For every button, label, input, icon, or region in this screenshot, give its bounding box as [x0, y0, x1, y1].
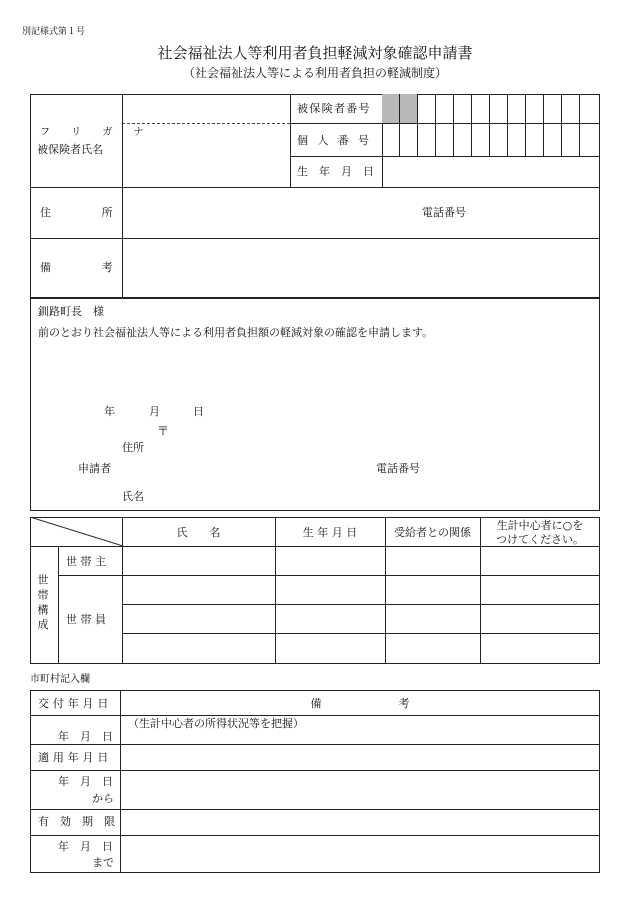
request-name-label: 氏名 — [122, 490, 144, 503]
personal-number-label: 個人番号 — [297, 134, 379, 147]
validity-until-date: 年 月 日 — [58, 840, 113, 853]
col-breadwinner-header-2: つけてください。 — [496, 533, 584, 546]
household-head-label: 世 帯 主 — [66, 555, 106, 568]
request-statement: 前のとおり社会福祉法人等による利用者負担額の軽減対象の確認を申請します。 — [38, 326, 434, 339]
applied-from-label: から — [92, 792, 114, 805]
form-subtitle: （社会福祉法人等による利用者負担の軽減制度） — [182, 66, 447, 80]
col-breadwinner-header-1: 生計中心者に○を — [496, 519, 584, 532]
phone-label: 電話番号 — [422, 206, 466, 219]
form-number: 別記様式第１号 — [22, 27, 86, 37]
date-month: 月 — [149, 405, 160, 418]
household-row[interactable] — [123, 605, 600, 633]
insured-number-label: 被保険者番号 — [297, 102, 371, 115]
applicant-label: 申請者 — [78, 462, 111, 475]
issue-date-label: 交付年月日 — [38, 697, 113, 710]
personal-number-cells[interactable] — [382, 123, 600, 156]
col-relation-header: 受給者との関係 — [394, 526, 471, 539]
form-title: 社会福祉法人等利用者負担軽減対象確認申請書 — [157, 44, 473, 62]
municipal-remarks-header: 備 考 — [310, 697, 410, 710]
household-row[interactable] — [123, 576, 600, 604]
issue-date-value: 年 月 日 — [58, 730, 113, 743]
insured-name-field[interactable] — [124, 125, 288, 185]
postal-mark: 〒 — [157, 424, 170, 438]
request-address-label: 住所 — [122, 441, 144, 454]
date-day: 日 — [193, 405, 204, 418]
household-member-label: 世 帯 員 — [66, 613, 106, 626]
insured-name-label: 被保険者氏名 — [37, 143, 103, 156]
header-diagonal — [30, 517, 123, 546]
insured-number-cells[interactable] — [382, 94, 600, 123]
remarks-label: 備考 — [40, 261, 164, 274]
municipal-remarks-field[interactable] — [121, 716, 600, 872]
birthdate-label: 生年月日 — [297, 165, 385, 178]
furigana-field[interactable] — [124, 96, 288, 122]
applied-from-date: 年 月 日 — [58, 775, 113, 788]
remarks-field[interactable] — [124, 240, 598, 296]
household-side-label: 世帯構成 — [36, 574, 49, 634]
request-phone-label: 電話番号 — [376, 462, 420, 475]
validity-label: 有効期限 — [38, 815, 126, 828]
remarks-note: （生計中心者の所得状況等を把握） — [128, 717, 304, 730]
addressee: 釧路町長 様 — [38, 305, 104, 318]
household-row[interactable] — [123, 634, 600, 663]
col-birthdate-header: 生 年 月 日 — [302, 526, 358, 539]
household-row[interactable] — [123, 547, 600, 575]
address-field[interactable] — [124, 189, 414, 236]
furigana-label: フ リ ガ ナ — [40, 127, 153, 138]
municipal-section-title: 市町村記入欄 — [30, 674, 90, 685]
address-label: 住所 — [40, 206, 164, 219]
validity-until-label: まで — [92, 856, 114, 869]
applied-date-label: 適用年月日 — [38, 751, 113, 764]
date-year: 年 — [104, 405, 115, 418]
col-name-header: 氏 名 — [176, 526, 221, 539]
birthdate-field[interactable] — [384, 158, 598, 185]
